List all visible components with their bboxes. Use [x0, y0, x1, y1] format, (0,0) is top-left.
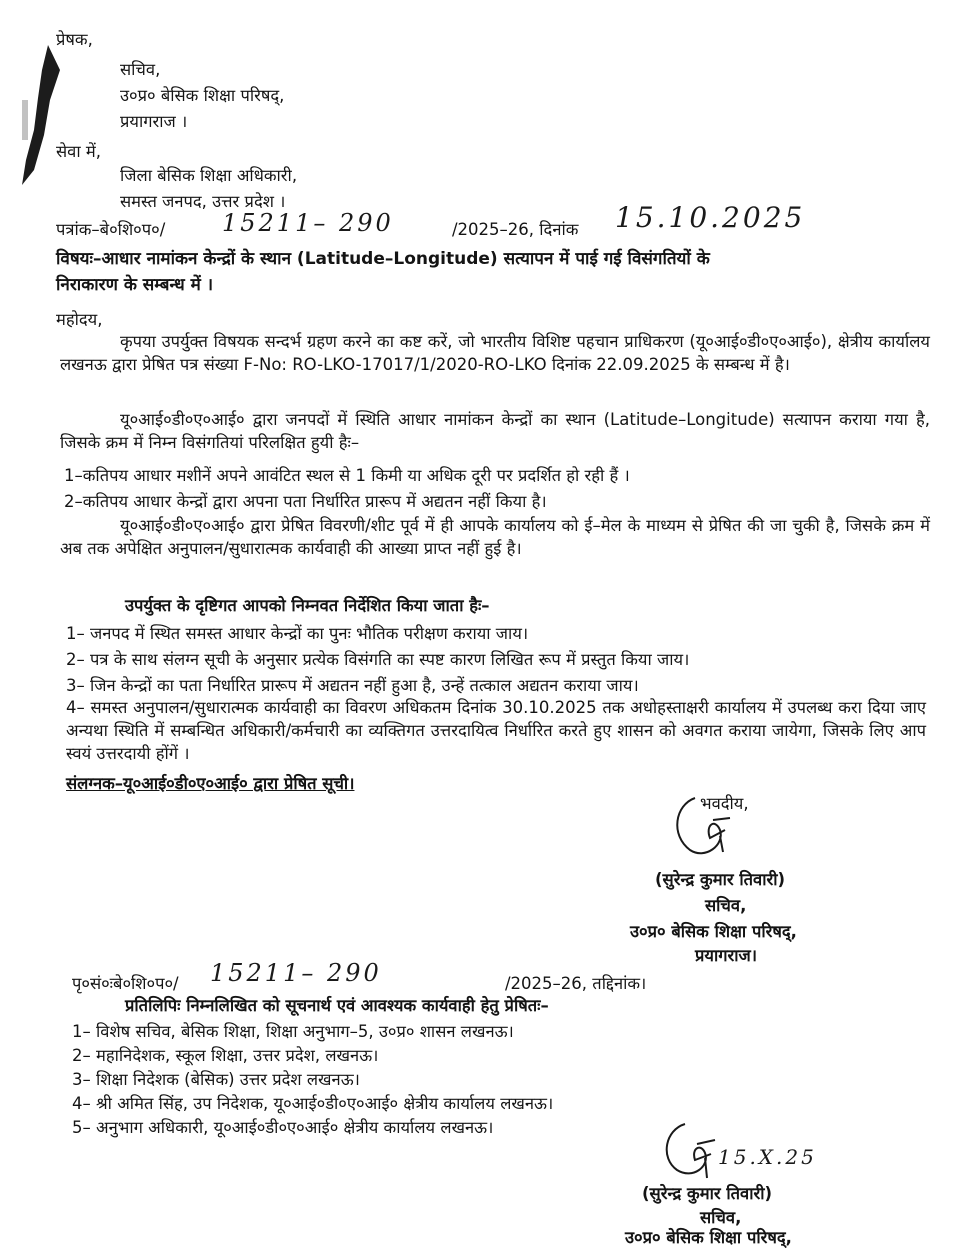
body-paragraph-2-text: यू०आई०डी०ए०आई० द्वारा जनपदों में स्थिति आधार नामांकन केन्द्रों का स्थान (Latitude–Longitude) सत्यापन कराया गया है, जिसके क्रम में निम्न विसंगतियां परिलक्षित हुयी हैः– [60, 410, 930, 452]
directive-item-1: 1– जनपद में स्थित समस्त आधार केन्द्रों का पुनः भौतिक परीक्षण कराया जाय। [66, 624, 529, 643]
directive-item-3: 3– जिन केन्द्रों का पता निर्धारित प्रारूप में अद्यतन नहीं हुआ है, उन्हें तत्काल अद्यतन कराया जाय। [66, 676, 639, 695]
body-paragraph-1 [60, 330, 930, 376]
body-paragraph-3-text: यू०आई०डी०ए०आई० द्वारा प्रेषित विवरणी/शीट पूर्व में ही आपके कार्यालय को ई–मेल के माध्यम से प्रेषित की जा चुकी है, जिसके क्रम में अब तक अपेक्षित अनुपालन/सुधारात्मक कार्यवाही की आख्या प्राप्त नहीं हुई है। [60, 516, 930, 558]
ref-prefix: पत्रांक–बे०शि०प०/ [56, 220, 166, 239]
sender-line-2: उ०प्र० बेसिक शिक्षा परिषद्, [120, 86, 285, 105]
sender-line-1: सचिव, [120, 60, 161, 79]
sender-label: प्रेषक, [56, 30, 93, 49]
salutation: महोदय, [56, 310, 103, 329]
signatory-org: उ०प्र० बेसिक शिक्षा परिषद्, [630, 922, 797, 941]
ref-date-handwritten: 15.10.2025 [615, 201, 806, 234]
signature-2-date-handwritten: 15.X.25 [718, 1145, 817, 1169]
subject-line-2: निराकारण के सम्बन्ध में । [56, 275, 214, 295]
copy-list-item-3: 3– शिक्षा निदेशक (बेसिक) उत्तर प्रदेश लखनऊ। [72, 1070, 360, 1089]
recipient-line-1: जिला बेसिक शिक्षा अधिकारी, [120, 166, 298, 185]
enclosure-note: संलग्नक–यू०आई०डी०ए०आई० द्वारा प्रेषित सूची। [66, 774, 355, 793]
copy-list-item-1: 1– विशेष सचिव, बेसिक शिक्षा, शिक्षा अनुभाग–5, उ०प्र० शासन लखनऊ। [72, 1022, 514, 1041]
directive-item-2: 2– पत्र के साथ संलग्न सूची के अनुसार प्रत्येक विसंगति का स्पष्ट कारण लिखित रूप में प्रस्तुत किया जाय। [66, 650, 690, 669]
copy-ref-number-handwritten: 15211– 290 [210, 959, 382, 987]
signature-closing: भवदीय, [700, 794, 749, 813]
copy-list-item-5: 5– अनुभाग अधिकारी, यू०आई०डी०ए०आई० क्षेत्रीय कार्यालय लखनऊ। [72, 1118, 494, 1137]
signatory-2-name: (सुरेन्द्र कुमार तिवारी) [642, 1184, 773, 1203]
copy-ref-year: /2025–26, तद्दिनांक। [505, 974, 647, 993]
signatory-2-org: उ०प्र० बेसिक शिक्षा परिषद्, [625, 1228, 792, 1247]
signatory-name: (सुरेन्द्र कुमार तिवारी) [655, 870, 786, 889]
ref-number-handwritten: 15211– 290 [222, 209, 394, 237]
signatory-place: प्रयागराज। [695, 946, 758, 965]
ref-year: /2025–26, दिनांक [452, 220, 579, 239]
signatory-2-title: सचिव, [700, 1208, 742, 1227]
discrepancy-item-1: 1–कतिपय आधार मशीनें अपने आवंटित स्थल से 1 किमी या अधिक दूरी पर प्रदर्शित हो रही हैं । [64, 466, 630, 485]
body-paragraph-2 [60, 408, 930, 454]
recipient-label: सेवा में, [56, 142, 101, 161]
sender-line-3: प्रयागराज । [120, 112, 188, 131]
body-paragraph-3 [60, 514, 930, 560]
copy-list-item-2: 2– महानिदेशक, स्कूल शिक्षा, उत्तर प्रदेश, लखनऊ। [72, 1046, 379, 1065]
directive-heading: उपर्युक्त के दृष्टिगत आपको निम्नवत निर्देशित किया जाता हैः– [125, 596, 490, 615]
copy-list-item-4: 4– श्री अमित सिंह, उप निदेशक, यू०आई०डी०ए०आई० क्षेत्रीय कार्यालय लखनऊ। [72, 1094, 554, 1113]
directive-item-4: 4– समस्त अनुपालन/सुधारात्मक कार्यवाही का विवरण अधिकतम दिनांक 30.10.2025 तक अधोहस्ताक्षरी कार्यालय में उपलब्ध करा दिया जाए अन्यथा स्थिति में सम्बन्धित अधिकारी/कर्मचारी का व्यक्तिगत उत्तरदायित्व निर्धारित करते हुए शासन को अवगत कराया जायेगा, जिसके लिए आप स्वयं उत्तरदायी होंगें । [66, 698, 926, 763]
recipient-line-2: समस्त जनपद, उत्तर प्रदेश । [120, 192, 286, 211]
body-paragraph-1-text: कृपया उपर्युक्त विषयक सन्दर्भ ग्रहण करने का कष्ट करें, जो भारतीय विशिष्ट पहचान प्राधिकरण (यू०आई०डी०ए०आई०), क्षेत्रीय कार्यालय लखनऊ द्वारा प्रेषित पत्र संख्या F-No: RO-LKO-17017/1/2020-RO-LKO दिनांक 22.09.2025 के सम्बन्ध में है। [60, 332, 930, 374]
signatory-title: सचिव, [705, 896, 747, 915]
copy-heading: प्रतिलिपिः निम्नलिखित को सूचनार्थ एवं आवश्यक कार्यवाही हेतु प्रेषितः– [125, 996, 549, 1015]
subject-line-1: विषयः–आधार नामांकन केन्द्रों के स्थान (Latitude–Longitude) सत्यापन में पाई गई विसंगतियों के [56, 249, 710, 269]
copy-ref-prefix: पृ०सं०ःबे०शि०प०/ [72, 974, 179, 993]
margin-mark-icon [8, 40, 68, 190]
discrepancy-item-2: 2–कतिपय आधार केन्द्रों द्वारा अपना पता निर्धारित प्रारूप में अद्यतन नहीं किया है। [64, 492, 547, 511]
